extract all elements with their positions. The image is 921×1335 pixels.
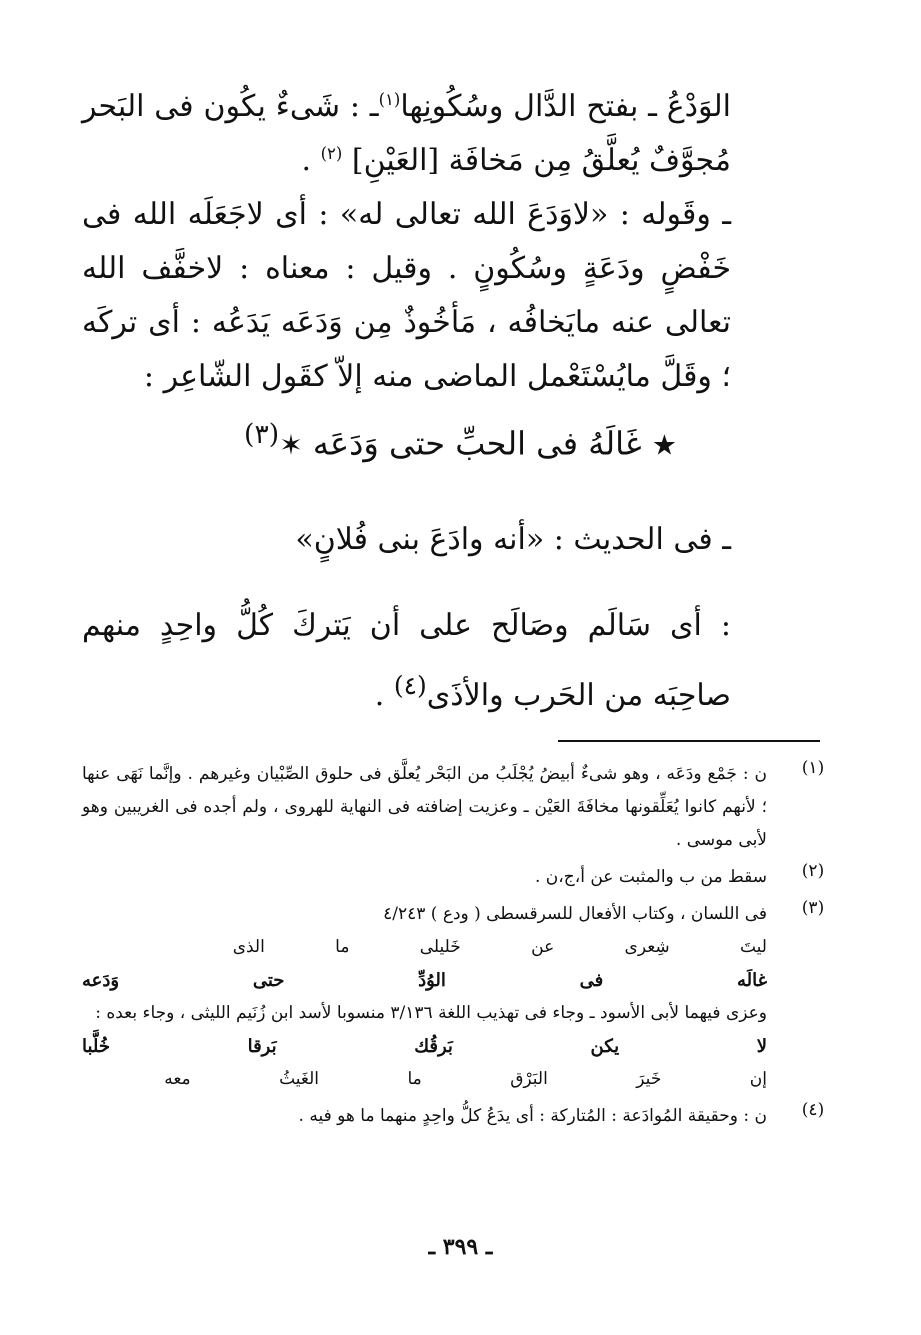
footnote-number: (٤) bbox=[801, 1100, 825, 1120]
verse-text: غَالَهُ فى الحبِّ حتى وَدَعَه bbox=[312, 424, 642, 463]
definition-text: الوَدْعُ ـ بفتح الدَّال وسُكُونِها bbox=[400, 89, 731, 124]
footnote-ref-1[interactable]: (١) bbox=[378, 90, 401, 109]
explanation-text: : أى سَالَم وصَالَح على أن يَتركَ كُلُّ واحِدٍ منهم صاحِبَه من الحَرب والأذَى bbox=[82, 608, 731, 713]
poem-hemistich: غالَه فى الوُدِّ حتى وَدَعه bbox=[82, 970, 767, 991]
footnote-text: ن : وحقيقة المُوادَعة : المُتاركة : أى يدَعُ كلُّ واحِدٍ منهما ما هو فيه . bbox=[298, 1106, 767, 1126]
footnotes bbox=[82, 758, 833, 1137]
footnote-ref-2[interactable]: (٢) bbox=[320, 144, 343, 163]
hadith-heading: ـ فى الحديث : «أنه وادَعَ بنى فُلانٍ» bbox=[295, 522, 731, 557]
footnote-1 bbox=[82, 758, 833, 857]
definition-continued: ـ : شَىءٌ يكُون فى البَحر مُجوَّفٌ يُعلَّقُ مِن مَخافَة [العَيْنِ] bbox=[82, 89, 731, 178]
star-icon: ✶ bbox=[279, 428, 303, 462]
footnote-text: سقط من ب والمثبت عن أ،ج،ن . bbox=[535, 867, 767, 887]
poem-hemistich: ليتَ شِعرى عن خَليلى ما الذى bbox=[232, 937, 767, 957]
hadith-explanation bbox=[82, 596, 731, 726]
page-number: ـ ٣٩٩ ـ bbox=[428, 1234, 493, 1260]
main-text bbox=[82, 80, 731, 404]
footnote-number: (١) bbox=[801, 758, 825, 778]
explanation-paragraph bbox=[82, 596, 731, 726]
footnote-divider bbox=[558, 740, 820, 742]
footnote-text: ن : جَمْع ودَعَه ، وهو شىءٌ أبيضُ يُجْلَبُ من البَحْر يُعلَّق فى حلوق الصِّبْيان وغيرهم . وإنَّما نَهَى عنها ؛ لأنهم كانوا يُعَلِّقونها مخافَةَ العَيْن ـ وعزيت إضافته فى النهاية للهروى ، ولم أجده فى الغريبين وهو لأبى موسى . bbox=[82, 764, 767, 850]
footnote-4 bbox=[82, 1100, 833, 1133]
star-icon: ★ bbox=[651, 428, 677, 462]
footnote-3 bbox=[82, 898, 833, 1096]
footnote-number: (٢) bbox=[801, 861, 825, 881]
footnote-ref-3[interactable]: (٣) bbox=[244, 419, 280, 450]
verse-line bbox=[0, 408, 921, 473]
footnote-number: (٣) bbox=[801, 898, 825, 918]
footnote-2 bbox=[82, 861, 833, 894]
explanation-end: . bbox=[374, 678, 394, 713]
poem-hemistich: إن خَيرَ البَرْق ما الغَيثُ معه bbox=[164, 1069, 767, 1089]
definition-end: . bbox=[301, 143, 321, 178]
paragraph-saying: ـ وقَوله : «لاوَدَعَ الله تعالى له» : أى لاجَعَلَه الله فى خَفْضٍ ودَعَةٍ وسُكُونٍ . وقيل : معناه : لاخفَّف الله تعالى عنه مايَخافُه ، مَأخُوذٌ مِن وَدَعَه يَدَعُه : أى تركَه ؛ وقَلَّ مايُسْتَعْمل الماضى منه إلاّ كقَول الشّاعِر : bbox=[82, 197, 731, 394]
paragraph-definition bbox=[82, 80, 731, 188]
footnote-text: فى اللسان ، وكتاب الأفعال للسرقسطى ( ودع ) ٤/٢٤٣ bbox=[383, 904, 767, 924]
poem-hemistich: لا يكن بَرقُك بَرقا خُلَّبا bbox=[82, 1036, 767, 1057]
footnote-ref-4[interactable]: (٤) bbox=[393, 671, 427, 700]
footnote-text: وعزى فيهما لأبى الأسود ـ وجاء فى تهذيب اللغة ٣/١٣٦ منسوبا لأسد ابن زُنَيم الليثى ، وجاء بعده : bbox=[95, 1003, 767, 1023]
